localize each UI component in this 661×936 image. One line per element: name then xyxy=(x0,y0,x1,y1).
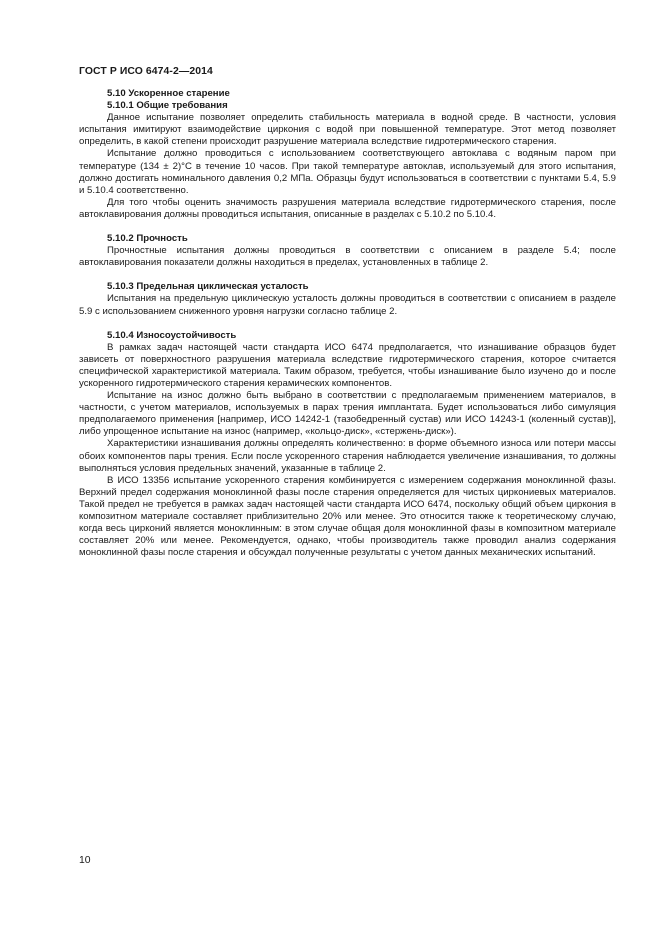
paragraph: Данное испытание позволяет определить стабильность материала в водной среде. В частности, условия испытания имитируют взаимодействие циркония с водой при повышенной температуре. Этот метод позволяет определить, в какой степени происходит разрушение материала вследствие гидротермического старения. xyxy=(79,112,616,148)
paragraph: Испытание должно проводиться с использованием соответствующего автоклава с водяным паром при температуре (134 ± 2)°С в течение 10 часов. При такой температуре автоклав, используемый для этого испытания, должно достигать номинального давления 0,2 МПа. Образцы будут использоваться в соответствии с пунктами 5.4, 5.9 и 5.10.4 соответственно. xyxy=(79,148,616,196)
paragraph: В ИСО 13356 испытание ускоренного старения комбинируется с измерением содержания моноклинной фазы. Верхний предел содержания моноклинной фазы после старения определяется для чистых циркониевых материалов. Такой предел не требуется в рамках задач настоящей части стандарта ИСО 6474, поскольку общий объем циркония в композитном материале составляет приблизительно 20% или менее. Это относится также к теоретическому случаю, когда весь цирконий является моноклинным: в этом случае общая доля моноклинной фазы в композитном материале составляет 20% или менее. Рекомендуется, однако, чтобы производитель также проводил анализ содержания моноклинной фазы после старения и обсуждал полученные результаты с учетом данных механических испытаний. xyxy=(79,474,616,559)
paragraph: Для того чтобы оценить значимость разрушения материала вследствие гидротермического старения, после автоклавирования должны проводиться испытания, описанные в разделах с 5.10.2 по 5.10.4. xyxy=(79,196,616,220)
section-spacer xyxy=(79,318,616,330)
section-heading-5-10: 5.10 Ускоренное старение xyxy=(107,88,230,99)
page-number: 10 xyxy=(79,855,91,866)
section-heading-5-10-1: 5.10.1 Общие требования xyxy=(107,100,228,112)
section-spacer xyxy=(79,221,616,233)
section-spacer xyxy=(79,269,616,281)
paragraph: Испытание на износ должно быть выбрано в соответствии с предполагаемым применением материалов, в частности, с учетом материалов, используемых в парах трения имплантата. Будет использоваться либо симуляция предполагаемого применения [например, ИСО 14242-1 (тазобедренный сустав) или ИСО 14243-1 (коленный сустав)], либо упрощенное испытание на износ (например, «кольцо-диск», «стержень-диск»). xyxy=(79,390,616,438)
paragraph: Прочностные испытания должны проводиться в соответствии с описанием в разделе 5.4; после автоклавирования показатели должны находиться в пределах, установленных в таблице 2. xyxy=(79,245,616,269)
document-code-header: ГОСТ Р ИСО 6474-2—2014 xyxy=(79,66,213,77)
section-heading-5-10-4: 5.10.4 Износоустойчивость xyxy=(107,329,237,341)
document-body xyxy=(79,88,616,559)
section-heading-5-10-2: 5.10.2 Прочность xyxy=(107,233,188,245)
paragraph: Характеристики изнашивания должны определять количественно: в форме объемного износа или потери массы обоих компонентов пары трения. Если после ускоренного старения наблюдается увеличение изнашивания, то должны выполняться условия предельных значений, указанные в таблице 2. xyxy=(79,438,616,474)
paragraph: В рамках задач настоящей части стандарта ИСО 6474 предполагается, что изнашивание образцов будет зависеть от поверхностного разрушения материала вследствие гидротермического старения, которое считается специфической характеристикой материала. Таким образом, требуется, чтобы изнашивание было изучено до и после ускоренного гидротермического старения керамических компонентов. xyxy=(79,341,616,389)
paragraph: Испытания на предельную циклическую усталость должны проводиться в соответствии с описанием в разделе 5.9 с использованием сниженного уровня нагрузки согласно таблице 2. xyxy=(79,293,616,317)
section-heading-5-10-3: 5.10.3 Предельная циклическая усталость xyxy=(107,281,309,293)
